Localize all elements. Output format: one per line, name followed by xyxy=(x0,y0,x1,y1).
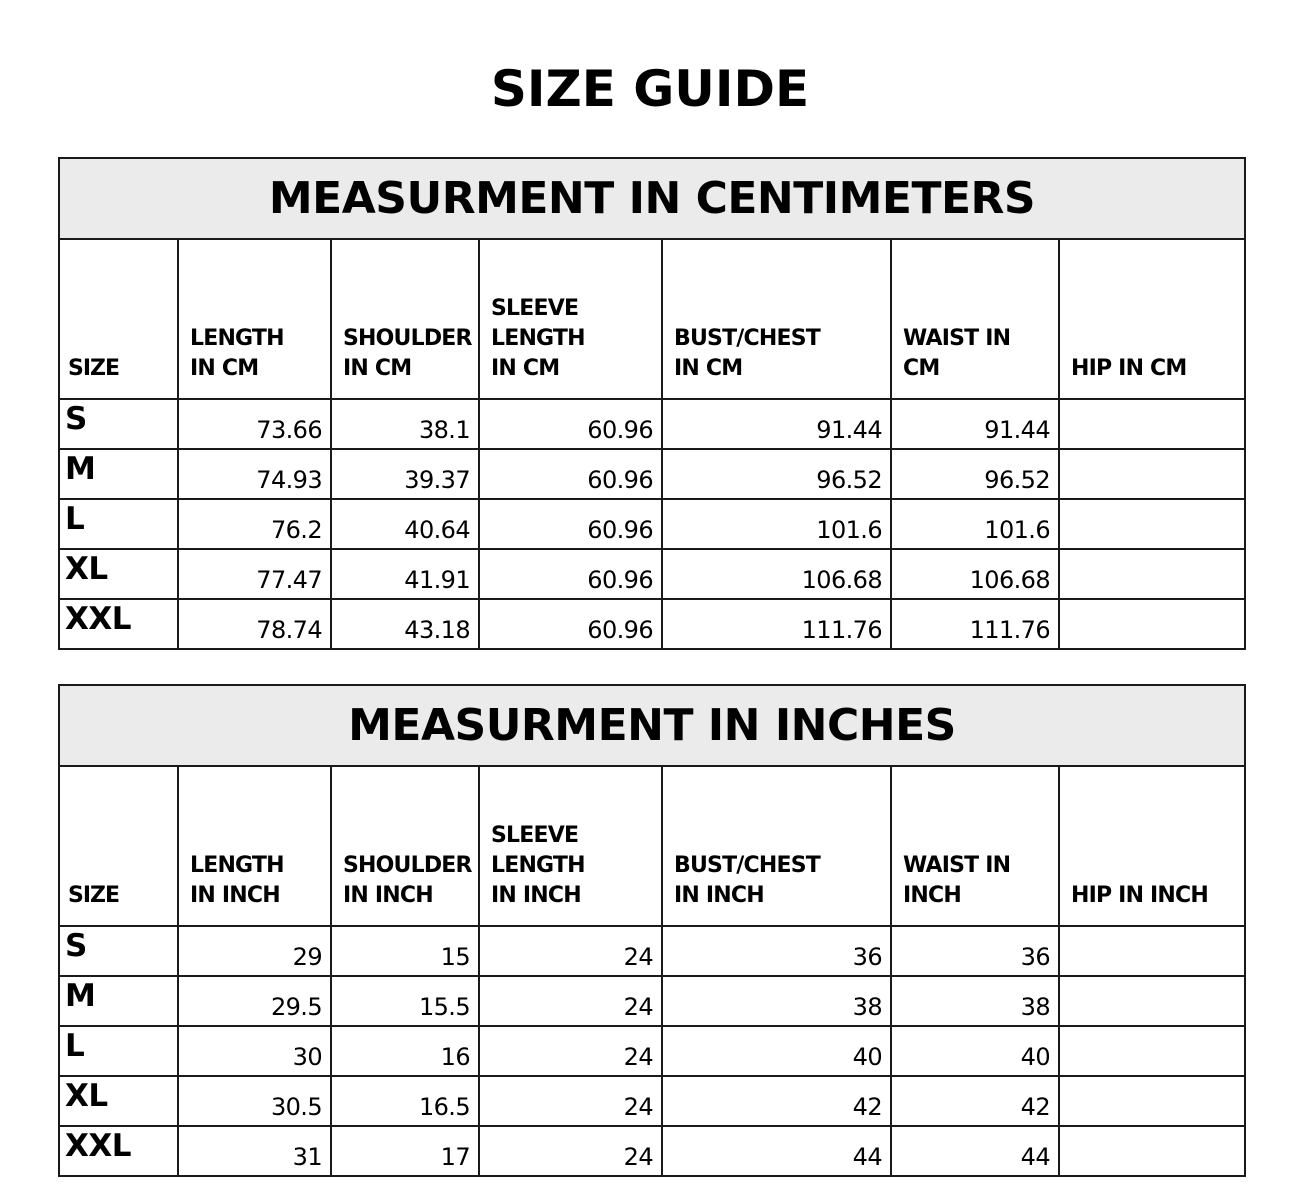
size-label: S xyxy=(59,399,178,449)
waist-value: 111.76 xyxy=(891,599,1059,649)
sleeve-length-value: 60.96 xyxy=(479,499,662,549)
table-row xyxy=(59,1076,1245,1126)
sleeve-length-value: 24 xyxy=(479,1126,662,1176)
bust-chest-value: 111.76 xyxy=(662,599,891,649)
length-value: 29 xyxy=(178,926,331,976)
sleeve-length-value: 60.96 xyxy=(479,399,662,449)
table-row xyxy=(59,499,1245,549)
size-label: XL xyxy=(59,549,178,599)
size-table-centimeters xyxy=(58,157,1246,650)
column-header-waist: WAIST IN INCH xyxy=(891,766,1059,926)
hip-value xyxy=(1059,976,1245,1026)
bust-chest-value: 44 xyxy=(662,1126,891,1176)
sleeve-length-value: 60.96 xyxy=(479,549,662,599)
table-banner-row xyxy=(59,158,1245,239)
shoulder-value: 16 xyxy=(331,1026,479,1076)
length-value: 77.47 xyxy=(178,549,331,599)
sleeve-length-value: 24 xyxy=(479,1076,662,1126)
shoulder-value: 39.37 xyxy=(331,449,479,499)
column-header-size: SIZE xyxy=(59,239,178,399)
shoulder-value: 15.5 xyxy=(331,976,479,1026)
size-label: M xyxy=(59,976,178,1026)
hip-value xyxy=(1059,1126,1245,1176)
waist-value: 44 xyxy=(891,1126,1059,1176)
hip-value xyxy=(1059,449,1245,499)
shoulder-value: 17 xyxy=(331,1126,479,1176)
table-row xyxy=(59,1026,1245,1076)
column-header-length: LENGTH IN INCH xyxy=(178,766,331,926)
table-row xyxy=(59,599,1245,649)
waist-value: 40 xyxy=(891,1026,1059,1076)
length-value: 30 xyxy=(178,1026,331,1076)
bust-chest-value: 91.44 xyxy=(662,399,891,449)
length-value: 76.2 xyxy=(178,499,331,549)
hip-value xyxy=(1059,1026,1245,1076)
column-header-hip: HIP IN CM xyxy=(1059,239,1245,399)
bust-chest-value: 36 xyxy=(662,926,891,976)
length-value: 74.93 xyxy=(178,449,331,499)
waist-value: 42 xyxy=(891,1076,1059,1126)
size-label: XXL xyxy=(59,599,178,649)
waist-value: 96.52 xyxy=(891,449,1059,499)
sleeve-length-value: 60.96 xyxy=(479,599,662,649)
hip-value xyxy=(1059,599,1245,649)
column-header-sleeve-length: SLEEVE LENGTH IN CM xyxy=(479,239,662,399)
hip-value xyxy=(1059,549,1245,599)
bust-chest-value: 38 xyxy=(662,976,891,1026)
column-header-bust-chest: BUST/CHEST IN INCH xyxy=(662,766,891,926)
column-header-sleeve-length: SLEEVE LENGTH IN INCH xyxy=(479,766,662,926)
column-header-length: LENGTH IN CM xyxy=(178,239,331,399)
waist-value: 101.6 xyxy=(891,499,1059,549)
sleeve-length-value: 24 xyxy=(479,926,662,976)
size-label: L xyxy=(59,1026,178,1076)
shoulder-value: 40.64 xyxy=(331,499,479,549)
table-row xyxy=(59,449,1245,499)
table-row xyxy=(59,926,1245,976)
hip-value xyxy=(1059,499,1245,549)
size-label: XL xyxy=(59,1076,178,1126)
shoulder-value: 41.91 xyxy=(331,549,479,599)
table-banner: MEASURMENT IN INCHES xyxy=(59,685,1245,766)
size-label: XXL xyxy=(59,1126,178,1176)
length-value: 78.74 xyxy=(178,599,331,649)
waist-value: 91.44 xyxy=(891,399,1059,449)
hip-value xyxy=(1059,1076,1245,1126)
hip-value xyxy=(1059,399,1245,449)
shoulder-value: 15 xyxy=(331,926,479,976)
bust-chest-value: 42 xyxy=(662,1076,891,1126)
shoulder-value: 43.18 xyxy=(331,599,479,649)
length-value: 30.5 xyxy=(178,1076,331,1126)
size-label: M xyxy=(59,449,178,499)
column-header-shoulder: SHOULDER IN CM xyxy=(331,239,479,399)
length-value: 73.66 xyxy=(178,399,331,449)
size-label: L xyxy=(59,499,178,549)
bust-chest-value: 106.68 xyxy=(662,549,891,599)
column-header-shoulder: SHOULDER IN INCH xyxy=(331,766,479,926)
sleeve-length-value: 24 xyxy=(479,976,662,1026)
column-header-bust-chest: BUST/CHEST IN CM xyxy=(662,239,891,399)
table-banner: MEASURMENT IN CENTIMETERS xyxy=(59,158,1245,239)
waist-value: 106.68 xyxy=(891,549,1059,599)
sleeve-length-value: 60.96 xyxy=(479,449,662,499)
waist-value: 36 xyxy=(891,926,1059,976)
table-row xyxy=(59,399,1245,449)
shoulder-value: 38.1 xyxy=(331,399,479,449)
column-header-hip: HIP IN INCH xyxy=(1059,766,1245,926)
table-row xyxy=(59,976,1245,1026)
length-value: 29.5 xyxy=(178,976,331,1026)
size-table-inches xyxy=(58,684,1246,1177)
waist-value: 38 xyxy=(891,976,1059,1026)
sleeve-length-value: 24 xyxy=(479,1026,662,1076)
page-title: SIZE GUIDE xyxy=(490,60,810,118)
length-value: 31 xyxy=(178,1126,331,1176)
shoulder-value: 16.5 xyxy=(331,1076,479,1126)
bust-chest-value: 101.6 xyxy=(662,499,891,549)
table-row xyxy=(59,549,1245,599)
hip-value xyxy=(1059,926,1245,976)
table-header-row xyxy=(59,239,1245,399)
column-header-size: SIZE xyxy=(59,766,178,926)
bust-chest-value: 96.52 xyxy=(662,449,891,499)
bust-chest-value: 40 xyxy=(662,1026,891,1076)
table-header-row xyxy=(59,766,1245,926)
table-banner-row xyxy=(59,685,1245,766)
column-header-waist: WAIST IN CM xyxy=(891,239,1059,399)
table-row xyxy=(59,1126,1245,1176)
size-label: S xyxy=(59,926,178,976)
